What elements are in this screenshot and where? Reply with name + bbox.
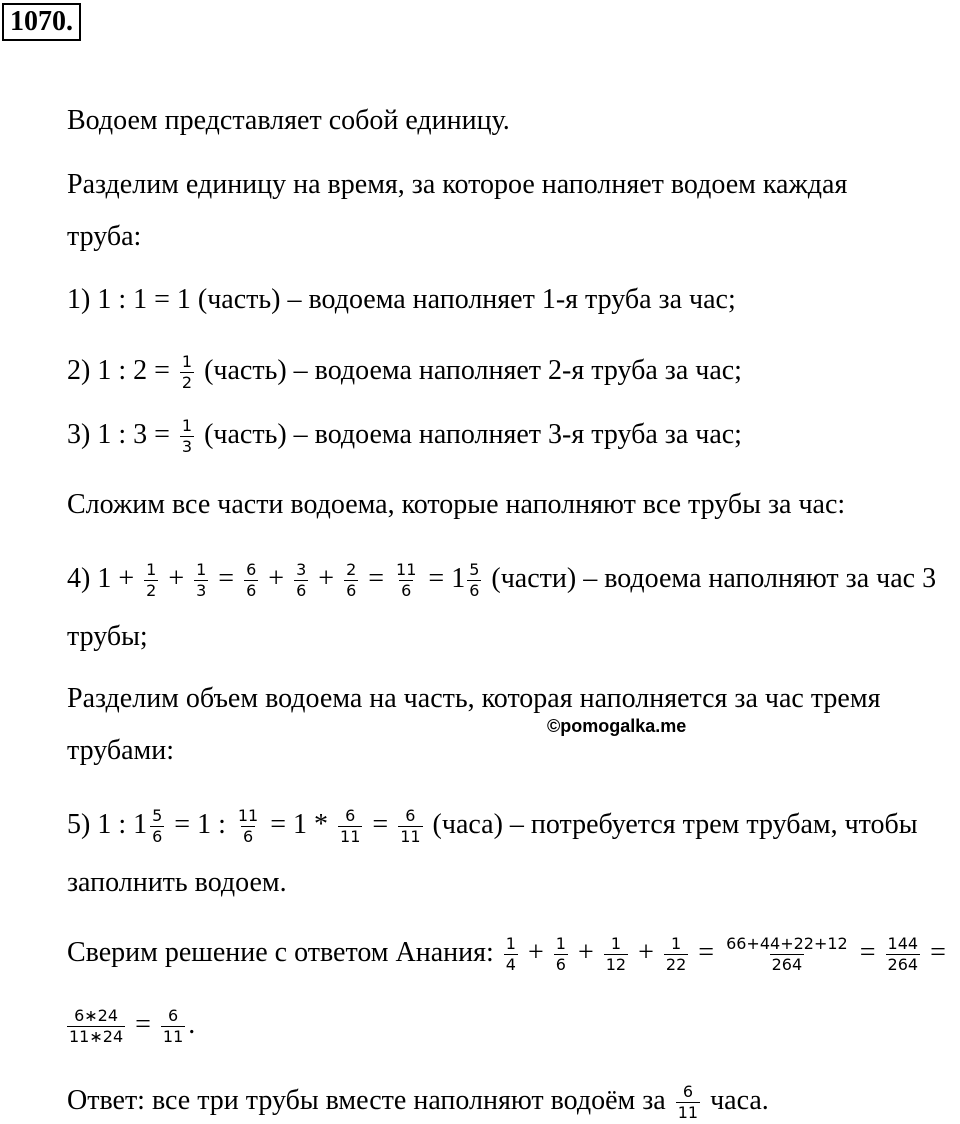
fraction: $\frac{66+44+22+12}{264}$: [726, 934, 848, 974]
fraction: $\frac{6}{11}$: [340, 806, 361, 846]
text-line-7: Сложим все части водоема, которые наполняют все трубы за час:: [67, 489, 846, 520]
fraction: $\frac{1}{12}$: [605, 934, 627, 974]
plus-sign: +: [631, 936, 661, 968]
fraction: $\frac{1}{6}$: [555, 934, 566, 974]
step-4-prefix: 4) 1 +: [67, 562, 142, 594]
step-5-prefix: 5) 1 : 1: [67, 808, 148, 840]
text-line-11: трубами:: [67, 735, 174, 766]
fraction: $\frac{3}{6}$: [296, 560, 307, 600]
fraction: $\frac{1}{4}$: [505, 934, 516, 974]
step-4: [67, 560, 936, 601]
text-line-1: Водоем представляет собой единицу.: [67, 105, 510, 136]
fraction: $\frac{1}{22}$: [665, 934, 687, 974]
fraction-one-half: $\frac{1}{2}$: [181, 352, 193, 392]
check-prefix: Сверим решение с ответом Анания:: [67, 936, 501, 968]
step-3-suffix: (часть) – водоема наполняет 3-я труба за час;: [197, 418, 742, 450]
problem-number: 1070.: [2, 3, 81, 41]
fraction: $\frac{6}{11}$: [677, 1082, 699, 1122]
text-line-2: Разделим единицу на время, за которое наполняет водоем каждая: [67, 169, 848, 200]
equals-sign: =: [691, 936, 722, 968]
fraction: $\frac{1}{3}$: [196, 560, 207, 600]
watermark: ©pomogalka.me: [547, 716, 687, 736]
text-line-10: Разделим объем водоема на часть, которая наполняется за час тремя: [67, 683, 881, 714]
fraction: $\frac{6}{6}$: [246, 560, 257, 600]
equals-sign: =: [263, 808, 294, 840]
fraction: $\frac{5}{6}$: [469, 560, 480, 600]
fraction: $\frac{6∗24}{11∗24}$: [69, 1006, 124, 1046]
check-line: [67, 934, 946, 975]
answer-line: [67, 1082, 769, 1123]
plus-sign: +: [161, 562, 192, 594]
plus-sign: +: [570, 936, 601, 968]
equals-sign: =: [167, 808, 198, 840]
check-continuation: [64, 1006, 195, 1047]
fraction-one-third: $\frac{1}{3}$: [181, 416, 193, 456]
period: .: [188, 1008, 196, 1040]
step-2: [67, 352, 742, 393]
fraction: $\frac{6}{11}$: [162, 1006, 184, 1046]
multiplication: 1 *: [293, 808, 336, 840]
step-4-suffix: (части) – водоема наполняют за час 3: [484, 562, 937, 594]
step-3: [67, 416, 742, 457]
equals-sign: =: [365, 808, 396, 840]
equals-sign: =: [211, 562, 242, 594]
equals-sign: =: [361, 562, 392, 594]
plus-sign: +: [311, 562, 342, 594]
fraction: $\frac{144}{264}$: [887, 934, 919, 974]
step-1: 1) 1 : 1 = 1 (часть) – водоема наполняет 1-я труба за час;: [67, 284, 736, 315]
answer-suffix: часа.: [703, 1084, 769, 1116]
step-5: [67, 806, 918, 847]
fraction: $\frac{2}{6}$: [346, 560, 357, 600]
equals-sign: =: [128, 1008, 158, 1040]
plus-sign: +: [261, 562, 292, 594]
fraction: $\frac{1}{2}$: [146, 560, 157, 600]
fraction: $\frac{6}{11}$: [400, 806, 421, 846]
step-2-prefix: 2) 1 : 2 =: [67, 354, 177, 386]
text-line-9: трубы;: [67, 621, 148, 652]
text-line-13: заполнить водоем.: [67, 867, 287, 898]
fraction: $\frac{11}{6}$: [237, 806, 259, 846]
step-3-prefix: 3) 1 : 3 =: [67, 418, 177, 450]
equals-sign: =: [852, 936, 883, 968]
fraction: $\frac{5}{6}$: [152, 806, 163, 846]
mixed-whole: 1: [451, 562, 466, 594]
answer-prefix: Ответ: все три трубы вместе наполняют водоём за: [67, 1084, 673, 1116]
step-5-suffix: (часа) – потребуется трем трубам, чтобы: [425, 808, 918, 840]
step-2-suffix: (часть) – водоема наполняет 2-я труба за час;: [197, 354, 742, 386]
text-line-3: труба:: [67, 221, 142, 252]
plus-sign: +: [520, 936, 551, 968]
equals-sign: =: [923, 936, 946, 968]
equals-sign: =: [421, 562, 452, 594]
division: 1 :: [197, 808, 233, 840]
fraction: $\frac{11}{6}$: [396, 560, 417, 600]
